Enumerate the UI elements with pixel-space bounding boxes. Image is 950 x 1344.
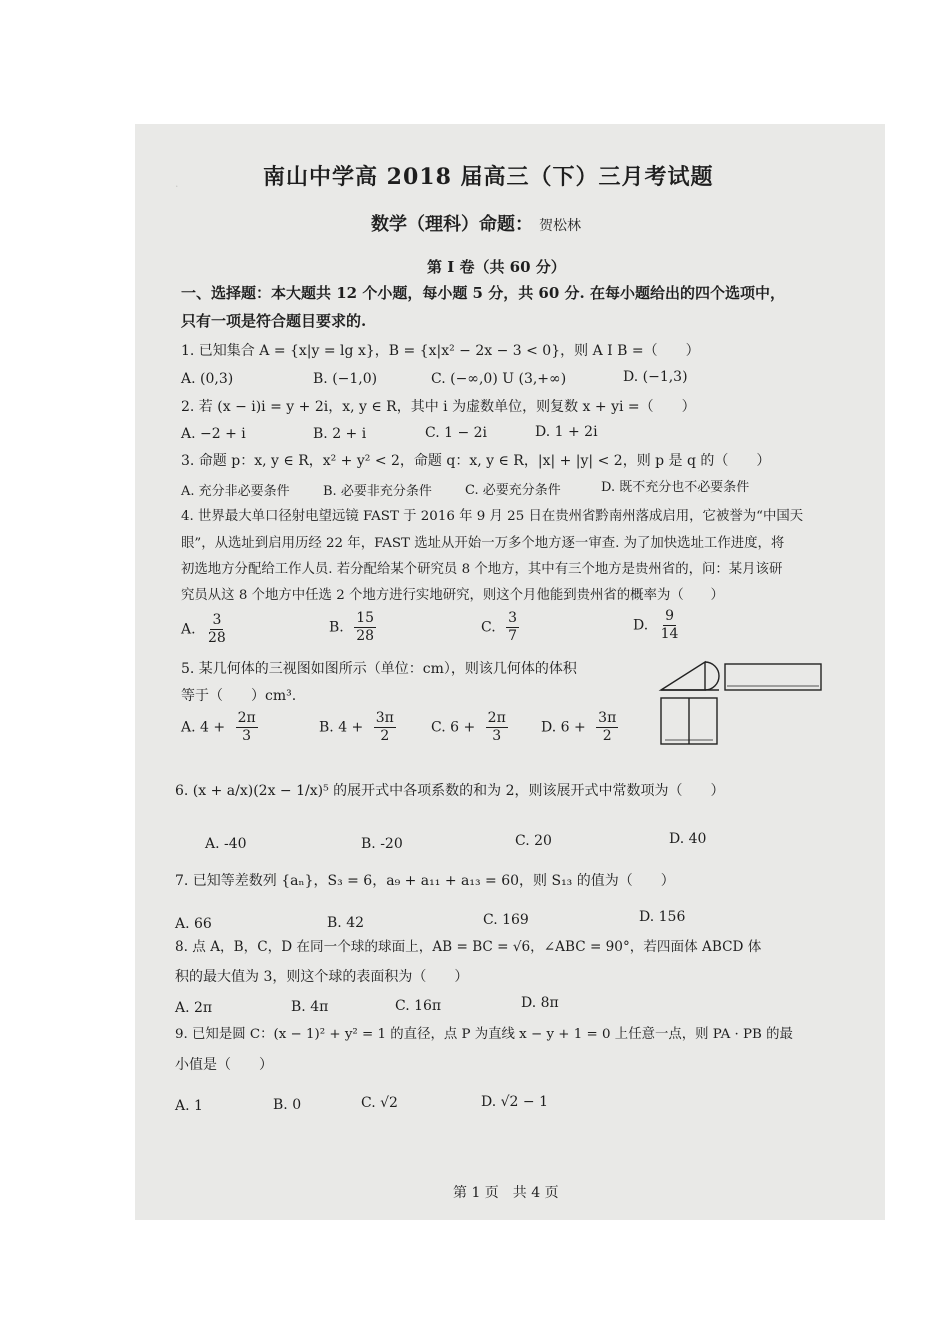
q1-option-a: A. (0,3) [181, 371, 234, 387]
q7-option-c: C. 169 [483, 912, 529, 928]
q5-option-b [319, 710, 396, 745]
q4-d-denominator: 14 [660, 626, 679, 642]
exam-subtitle [371, 216, 581, 235]
q1-stem: 1. 已知集合 A = {x|y = lg x}，B = {x|x² − 2x − 3 < 0}，则 A I B =（ ） [181, 343, 700, 359]
q9-option-a: A. 1 [175, 1098, 203, 1114]
q6-option-b: B. -20 [361, 836, 403, 852]
volume-heading: 第 I 卷（共 60 分） [427, 258, 566, 276]
q4-a-denominator: 28 [208, 630, 226, 646]
q5-option-d [541, 710, 618, 745]
subject-label: 数学（理科）命题： [371, 214, 533, 235]
q5-line2: 等于（ ）cm³. [181, 688, 297, 704]
q9-option-d: D. √2 − 1 [481, 1094, 548, 1110]
q5-option-b-fraction [374, 710, 396, 745]
q8-option-d: D. 8π [521, 995, 559, 1011]
q5-option-d-label: D. 6 + [541, 719, 586, 736]
q5-option-c-fraction [486, 710, 508, 745]
front-view-triangle [661, 662, 705, 690]
q1-option-c: C. (−∞,0) U (3,+∞) [431, 371, 567, 387]
q5-line1: 5. 某几何体的三视图如图所示（单位：cm），则该几何体的体积 [181, 661, 577, 677]
q4-option-b-label: B. [329, 619, 344, 636]
q5-option-d-fraction [596, 710, 618, 745]
q5-option-a-fraction [236, 710, 258, 745]
q2-option-a: A. −2 + i [181, 426, 246, 442]
section-instructions-line2: 只有一项是符合题目要求的. [181, 312, 367, 330]
q3-stem: 3. 命题 p：x, y ∈ R，x² + y² < 2，命题 q：x, y ∈ R，|x| + |y| < 2，则 p 是 q 的（ ） [181, 453, 771, 469]
q4-c-numerator: 3 [508, 610, 518, 626]
q3-option-d: D. 既不充分也不必要条件 [601, 480, 750, 495]
q8-option-b: B. 4π [291, 999, 329, 1015]
q9-line2: 小值是（ ） [175, 1057, 273, 1073]
q4-option-b [329, 610, 376, 645]
q7-option-d: D. 156 [639, 909, 686, 925]
q5-option-a [181, 710, 258, 745]
q5-a-numerator: 2π [237, 710, 256, 726]
exam-sheet [135, 124, 885, 1220]
q2-option-b: B. 2 + i [313, 426, 367, 442]
q2-option-c: C. 1 − 2i [425, 425, 488, 441]
q5-option-c [431, 710, 508, 745]
q4-b-numerator: 15 [356, 610, 375, 626]
q4-option-a [181, 612, 228, 647]
q2-option-d: D. 1 + 2i [535, 424, 598, 440]
bleed-through-text: · [175, 180, 179, 193]
q2-stem: 2. 若 (x − i)i = y + 2i，x, y ∈ R，其中 i 为虚数单位，则复数 x + yi =（ ） [181, 399, 696, 415]
front-view-semicircle [705, 662, 719, 690]
q6-option-c: C. 20 [515, 833, 552, 849]
q9-line1: 9. 已知是圆 C：(x − 1)² + y² = 1 的直径，点 P 为直线 x − y + 1 = 0 上任意一点，则 PA · PB 的最 [175, 1027, 793, 1042]
q4-option-d [633, 608, 680, 643]
q4-d-numerator: 9 [665, 608, 675, 624]
exam-title: 南山中学高 2018 届高三（下）三月考试题 [263, 164, 714, 190]
q6-option-d: D. 40 [669, 831, 707, 847]
page-footer: 第 1 页 共 4 页 [453, 1185, 559, 1201]
q4-option-a-fraction [206, 612, 228, 647]
q8-line1: 8. 点 A，B，C，D 在同一个球的球面上，AB = BC = √6，∠ABC = 90°，若四面体 ABCD 体 [175, 939, 762, 955]
q7-option-a: A. 66 [175, 916, 212, 932]
q8-line2: 积的最大值为 3，则这个球的表面积为（ ） [175, 969, 469, 985]
q4-line2: 眼”，从选址到启用历经 22 年，FAST 选址从开始一万多个地方逐一审查. 为了加快选址工作进度，将 [181, 536, 785, 551]
q8-option-a: A. 2π [175, 1000, 213, 1016]
author-name: 贺松林 [539, 218, 581, 234]
q4-b-denominator: 28 [356, 628, 375, 644]
q5-c-numerator: 2π [487, 710, 506, 726]
q3-option-a: A. 充分非必要条件 [181, 484, 290, 499]
q4-option-c-fraction [506, 610, 519, 645]
q5-b-numerator: 3π [375, 710, 394, 726]
q4-option-b-fraction [354, 610, 376, 645]
q4-option-d-fraction [659, 608, 681, 643]
q7-stem: 7. 已知等差数列 {aₙ}，S₃ = 6，a₉ + a₁₁ + a₁₃ = 60，则 S₁₃ 的值为（ ） [175, 873, 675, 889]
q5-c-denominator: 3 [492, 728, 502, 744]
q4-a-numerator: 3 [212, 612, 222, 628]
q4-option-c [481, 610, 519, 645]
q5-option-c-label: C. 6 + [431, 719, 476, 736]
q9-option-b: B. 0 [273, 1097, 302, 1113]
q4-c-denominator: 7 [508, 628, 518, 644]
q9-option-c: C. √2 [361, 1095, 398, 1111]
q5-option-a-label: A. 4 + [181, 719, 226, 736]
q1-option-b: B. (−1,0) [313, 371, 378, 387]
three-view-diagram [657, 654, 857, 748]
q5-b-denominator: 2 [380, 728, 390, 744]
q6-stem: 6. (x + a/x)(2x − 1/x)⁵ 的展开式中各项系数的和为 2，则该展开式中常数项为（ ） [175, 783, 725, 799]
q6-option-a: A. -40 [205, 836, 247, 852]
q1-option-d: D. (−1,3) [623, 369, 688, 385]
q8-option-c: C. 16π [395, 998, 442, 1014]
q4-option-c-label: C. [481, 619, 496, 636]
q4-line1: 4. 世界最大单口径射电望远镜 FAST 于 2016 年 9 月 25 日在贵州省黔南州落成启用，它被誉为“中国天 [181, 509, 804, 524]
q7-option-b: B. 42 [327, 915, 365, 931]
q5-d-numerator: 3π [598, 710, 617, 726]
q4-line3: 初选地方分配给工作人员. 若分配给某个研究员 8 个地方，其中有三个地方是贵州省的，问：某月该研 [181, 562, 783, 577]
q5-d-denominator: 2 [602, 728, 612, 744]
q4-option-a-label: A. [181, 621, 196, 638]
section-instructions-line1: 一、选择题：本大题共 12 个小题，每小题 5 分，共 60 分. 在每小题给出的四个选项中， [181, 284, 785, 302]
q3-option-c: C. 必要充分条件 [465, 483, 561, 498]
q5-a-denominator: 3 [242, 728, 252, 744]
q5-option-b-label: B. 4 + [319, 719, 364, 736]
q4-option-d-label: D. [633, 617, 649, 634]
q4-line4: 究员从这 8 个地方中任选 2 个地方进行实地研究，则这个月他能到贵州省的概率为（ ） [181, 588, 724, 603]
q3-option-b: B. 必要非充分条件 [323, 484, 432, 499]
